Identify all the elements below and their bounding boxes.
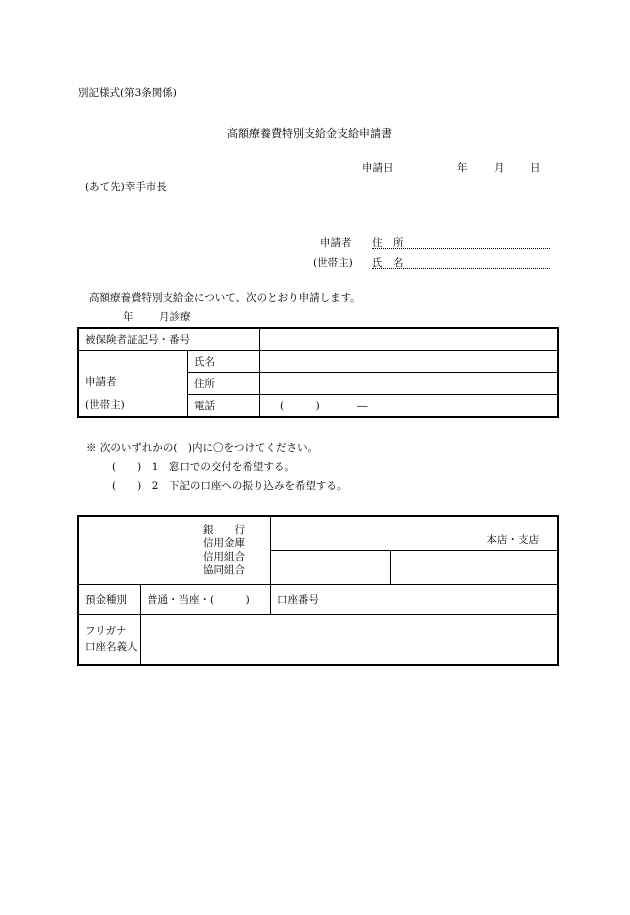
option-bank-transfer[interactable]: ( ) 2 下記の口座への振り込みを希望する。 — [112, 480, 348, 492]
bank-type-bank: 銀 行 — [203, 524, 245, 537]
insurance-number-label: 被保険者証記号・番号 — [79, 329, 260, 351]
insurance-number-field[interactable] — [260, 329, 558, 351]
table-address-field[interactable] — [260, 373, 558, 395]
account-type-label: 預金種別 — [79, 585, 141, 615]
account-holder-label: 口座名義人 — [85, 641, 138, 653]
table-applicant-label: 申請者 — [85, 376, 117, 388]
form-reference: 別記様式(第3条関係) — [78, 87, 177, 99]
date-month-label: 月 — [494, 162, 505, 174]
name-line[interactable] — [372, 268, 550, 269]
table-name-label: 氏名 — [188, 351, 260, 373]
table-household-head-label: (世帯主) — [85, 399, 125, 411]
addressee: (あて先)幸手市長 — [85, 181, 167, 193]
intro-statement: 高額療養費特別支給金について、次のとおり申請します。 — [89, 292, 361, 304]
bank-code-field[interactable] — [271, 551, 391, 585]
account-holder-cell — [79, 615, 141, 665]
household-head-label: (世帯主) — [313, 257, 353, 269]
bank-type-cooperative: 協同組合 — [203, 563, 245, 576]
table-phone-field[interactable] — [260, 395, 558, 417]
exam-month-label: 月診療 — [159, 311, 191, 323]
bank-type-credit-union: 信用組合 — [203, 550, 245, 563]
bank-type-shinkin: 信用金庫 — [203, 537, 245, 550]
option-counter-pickup[interactable]: ( ) 1 窓口での交付を希望する。 — [112, 461, 295, 473]
branch-label: 本店・支店 — [486, 534, 539, 546]
account-holder-field[interactable] — [141, 615, 558, 665]
instruction-note: ※ 次のいずれかの( )内に〇をつけてください。 — [86, 442, 319, 454]
form-title: 高額療養費特別支給金支給申請書 — [227, 127, 392, 140]
applicant-label: 申請者 — [320, 237, 352, 249]
furigana-label: フリガナ — [85, 624, 127, 637]
table-address-label: 住所 — [188, 373, 260, 395]
account-type-options[interactable]: 普通・当座・( ) — [141, 585, 271, 615]
bank-type-cell — [79, 517, 271, 585]
table-name-field[interactable] — [260, 351, 558, 373]
date-day-label: 日 — [530, 162, 541, 174]
address-line[interactable] — [372, 248, 550, 249]
date-year-label: 年 — [457, 162, 468, 174]
name-label: 氏 名 — [372, 257, 404, 269]
phone-dash: ― — [357, 400, 368, 412]
table-phone-label: 電話 — [188, 395, 260, 417]
applicant-table — [78, 328, 558, 417]
branch-code-field[interactable] — [391, 551, 558, 585]
phone-area-code: ( ) — [280, 400, 320, 412]
bank-table — [78, 516, 558, 665]
applicant-cell — [79, 351, 188, 417]
account-number-label: 口座番号 — [271, 585, 558, 615]
application-date-label: 申請日 — [362, 162, 394, 174]
bank-name-field[interactable] — [271, 517, 558, 551]
address-label: 住 所 — [372, 237, 404, 249]
exam-year-label: 年 — [123, 311, 134, 323]
